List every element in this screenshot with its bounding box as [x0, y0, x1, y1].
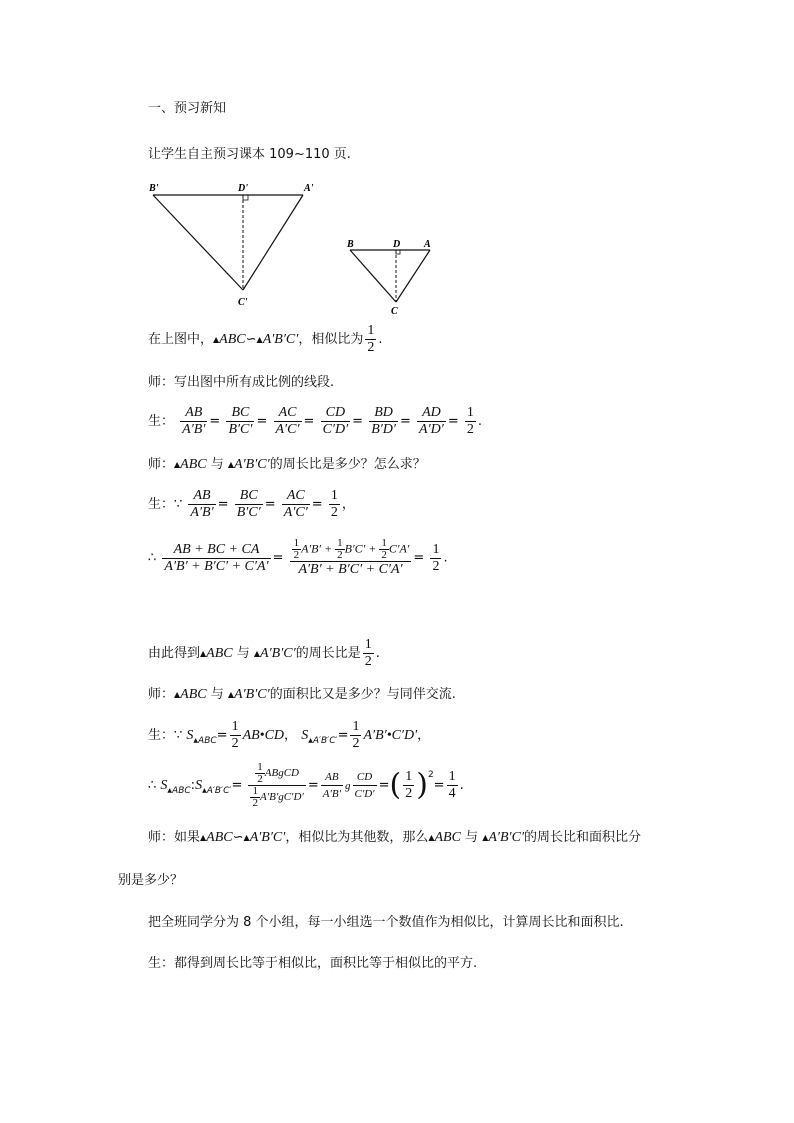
fraction-quarter: $\frac{1}{4}$ [448, 769, 456, 801]
similarity-statement: 在上图中，▲ABC∽▲A′B′C′，相似比为 $\frac{1}{2}$ . [148, 323, 383, 355]
triangle-abc-prime: A′B′C′ [262, 332, 299, 347]
fraction-cd: $\frac{CD}{C'D'}$ [354, 771, 375, 800]
fraction-half: $\frac{1}{2}$ [364, 637, 372, 669]
label-a-prime: A' [304, 183, 314, 194]
fraction-half: $\frac{1}{2}$ [231, 719, 239, 751]
triangle-symbol: ▲ [243, 833, 250, 842]
label-d: D [393, 239, 401, 250]
scaled-perimeter-fraction: $\frac{1}{2}$ A′B′ + $\frac{1}{2}$ B′C′ + $\frac{1}{2}$ C′A′ A′B′ + B′C′ + C′A′ [290, 538, 412, 578]
triangle-symbol: ▲ [200, 649, 207, 658]
triangle-symbol: ▲ [227, 460, 235, 469]
triangle-symbol: ▲ [227, 690, 235, 699]
triangle-symbol: ▲ [213, 335, 220, 344]
label-a: A [424, 239, 431, 250]
text: 生： [148, 414, 175, 429]
triangle-symbol: ▲ [174, 460, 181, 469]
intro-text: 让学生自主预习课本 109~110 页. [148, 147, 351, 162]
perimeter-fraction: $\frac{AB + BC + CA}{A'B' + B'C' + C'A'}$ [164, 541, 269, 574]
fraction-ab: $\frac{AB}{A'B'}$ [182, 405, 206, 437]
triangle-symbol: ▲ [256, 335, 263, 344]
label-c: C [391, 306, 398, 317]
fraction-ab: $\frac{AB}{A'B'}$ [322, 771, 341, 800]
similar-symbol: ∽ [245, 332, 257, 347]
student-answer-ratios: 生：∵ $\frac{AB}{A'B'}$ = $\frac{BC}{B'C'}$ = $\frac{AC}{A'C'}$ = $\frac{1}{2}$ ， [148, 488, 355, 520]
perimeter-conclusion: 由此得到▲ABC 与 ▲A′B′C′的周长比是 $\frac{1}{2}$ . [148, 637, 380, 669]
area-fraction: $\frac{1}{2}$ ABgCD $\frac{1}{2}$ A′B′gC′D′ [248, 762, 305, 809]
label-d-prime: D' [238, 183, 248, 194]
triangle-abc: ABC [219, 332, 246, 347]
teacher-question-1: 师：写出图中所有成比例的线段. [148, 375, 335, 390]
fraction-ab: $\frac{AB}{A'B'}$ [190, 488, 214, 520]
triangle-symbol: ▲ [174, 690, 181, 699]
area-ratio-derivation: ∴ $S_{▲ABC}:S_{▲A'B'C'}=$ $\frac{1}{2}$ ABgCD $\frac{1}{2}$ A′B′gC′D′ = $\frac{AB}{A'B'}$ g $\frac{CD}{C'D'}$ =( $\frac{1}{2}$ )$^2$= $\frac{1}{4}$ . [148, 761, 464, 809]
triangle-symbol: ▲ [200, 833, 207, 842]
triangle-symbol: ▲ [482, 833, 489, 842]
text: 在上图中， [148, 332, 214, 347]
teacher-question-2: 师：▲ABC 与 ▲A′B′C′的周长比是多少？怎么求？ [148, 457, 426, 472]
fraction-half: $\frac{1}{2}$ [405, 769, 413, 801]
fraction-half: $\frac{1}{2}$ [352, 719, 360, 751]
label-b: B [347, 239, 354, 250]
proportional-segments: 生： $\frac{AB}{A'B'}$ = $\frac{BC}{B'C'}$ = $\frac{AC}{A'C'}$ = $\frac{CD}{C'D'}$ = $\frac{BD}{B'D'}$ = $\frac{AD}{A'D'}$ = $\frac{1}{2}$ . [148, 405, 483, 437]
similar-triangles-figure [140, 178, 450, 318]
fraction-half: $\frac{1}{2}$ [432, 541, 440, 574]
area-formulas: 生：∵ $S_{▲ABC}=$ $\frac{1}{2}$ AB•CD， $S_{▲A'B'C'}=$ $\frac{1}{2}$ A′B′•C′D′， [148, 719, 431, 751]
teacher-question-4: 师：如果▲ABC∽▲A′B′C′，相似比为其他数，那么▲ABC 与 ▲A′B′C′的周长比和面积比分 [148, 830, 642, 845]
text: ，相似比为 [298, 332, 364, 347]
fraction-ad: $\frac{AD}{A'D'}$ [419, 405, 444, 437]
fraction-bc: $\frac{BC}{B'C'}$ [228, 405, 253, 437]
group-activity: 把全班同学分为 8 个小组，每一小组选一个数值作为相似比，计算周长比和面积比. [148, 915, 624, 930]
perimeter-derivation: ∴ $\frac{AB + BC + CA}{A'B' + B'C' + C'A'}$ = $\frac{1}{2}$ A′B′ + $\frac{1}{2}$ B′C′ + $\frac{1}{2}$ C′A′ A′B′ + B′C′ + C′A′ = $\frac{1}{2}$ . [148, 537, 448, 577]
teacher-question-3: 师：▲ABC 与 ▲A′B′C′的面积比又是多少？与同伴交流. [148, 687, 456, 702]
fraction-half: $\frac{1}{2}$ [330, 488, 338, 520]
fraction-ac: $\frac{AC}{A'C'}$ [283, 488, 308, 520]
section-title: 一、预习新知 [148, 101, 227, 116]
fraction: $\frac{1}{2}$ [367, 323, 375, 355]
fraction-bc: $\frac{BC}{B'C'}$ [236, 488, 261, 520]
label-b-prime: B' [149, 183, 159, 194]
fraction-ac: $\frac{AC}{A'C'}$ [275, 405, 300, 437]
teacher-question-4-cont: 别是多少？ [118, 873, 184, 888]
triangle-symbol: ▲ [253, 649, 261, 658]
triangle-symbol: ▲ [428, 833, 435, 842]
label-c-prime: C' [238, 297, 248, 308]
large-triangle [148, 183, 314, 308]
fraction-cd: $\frac{CD}{C'D'}$ [322, 405, 349, 437]
fraction-half: $\frac{1}{2}$ [466, 405, 474, 437]
fraction-bd: $\frac{BD}{B'D'}$ [371, 405, 396, 437]
student-conclusion: 生：都得到周长比等于相似比，面积比等于相似比的平方. [148, 956, 478, 971]
small-triangle [346, 239, 431, 317]
